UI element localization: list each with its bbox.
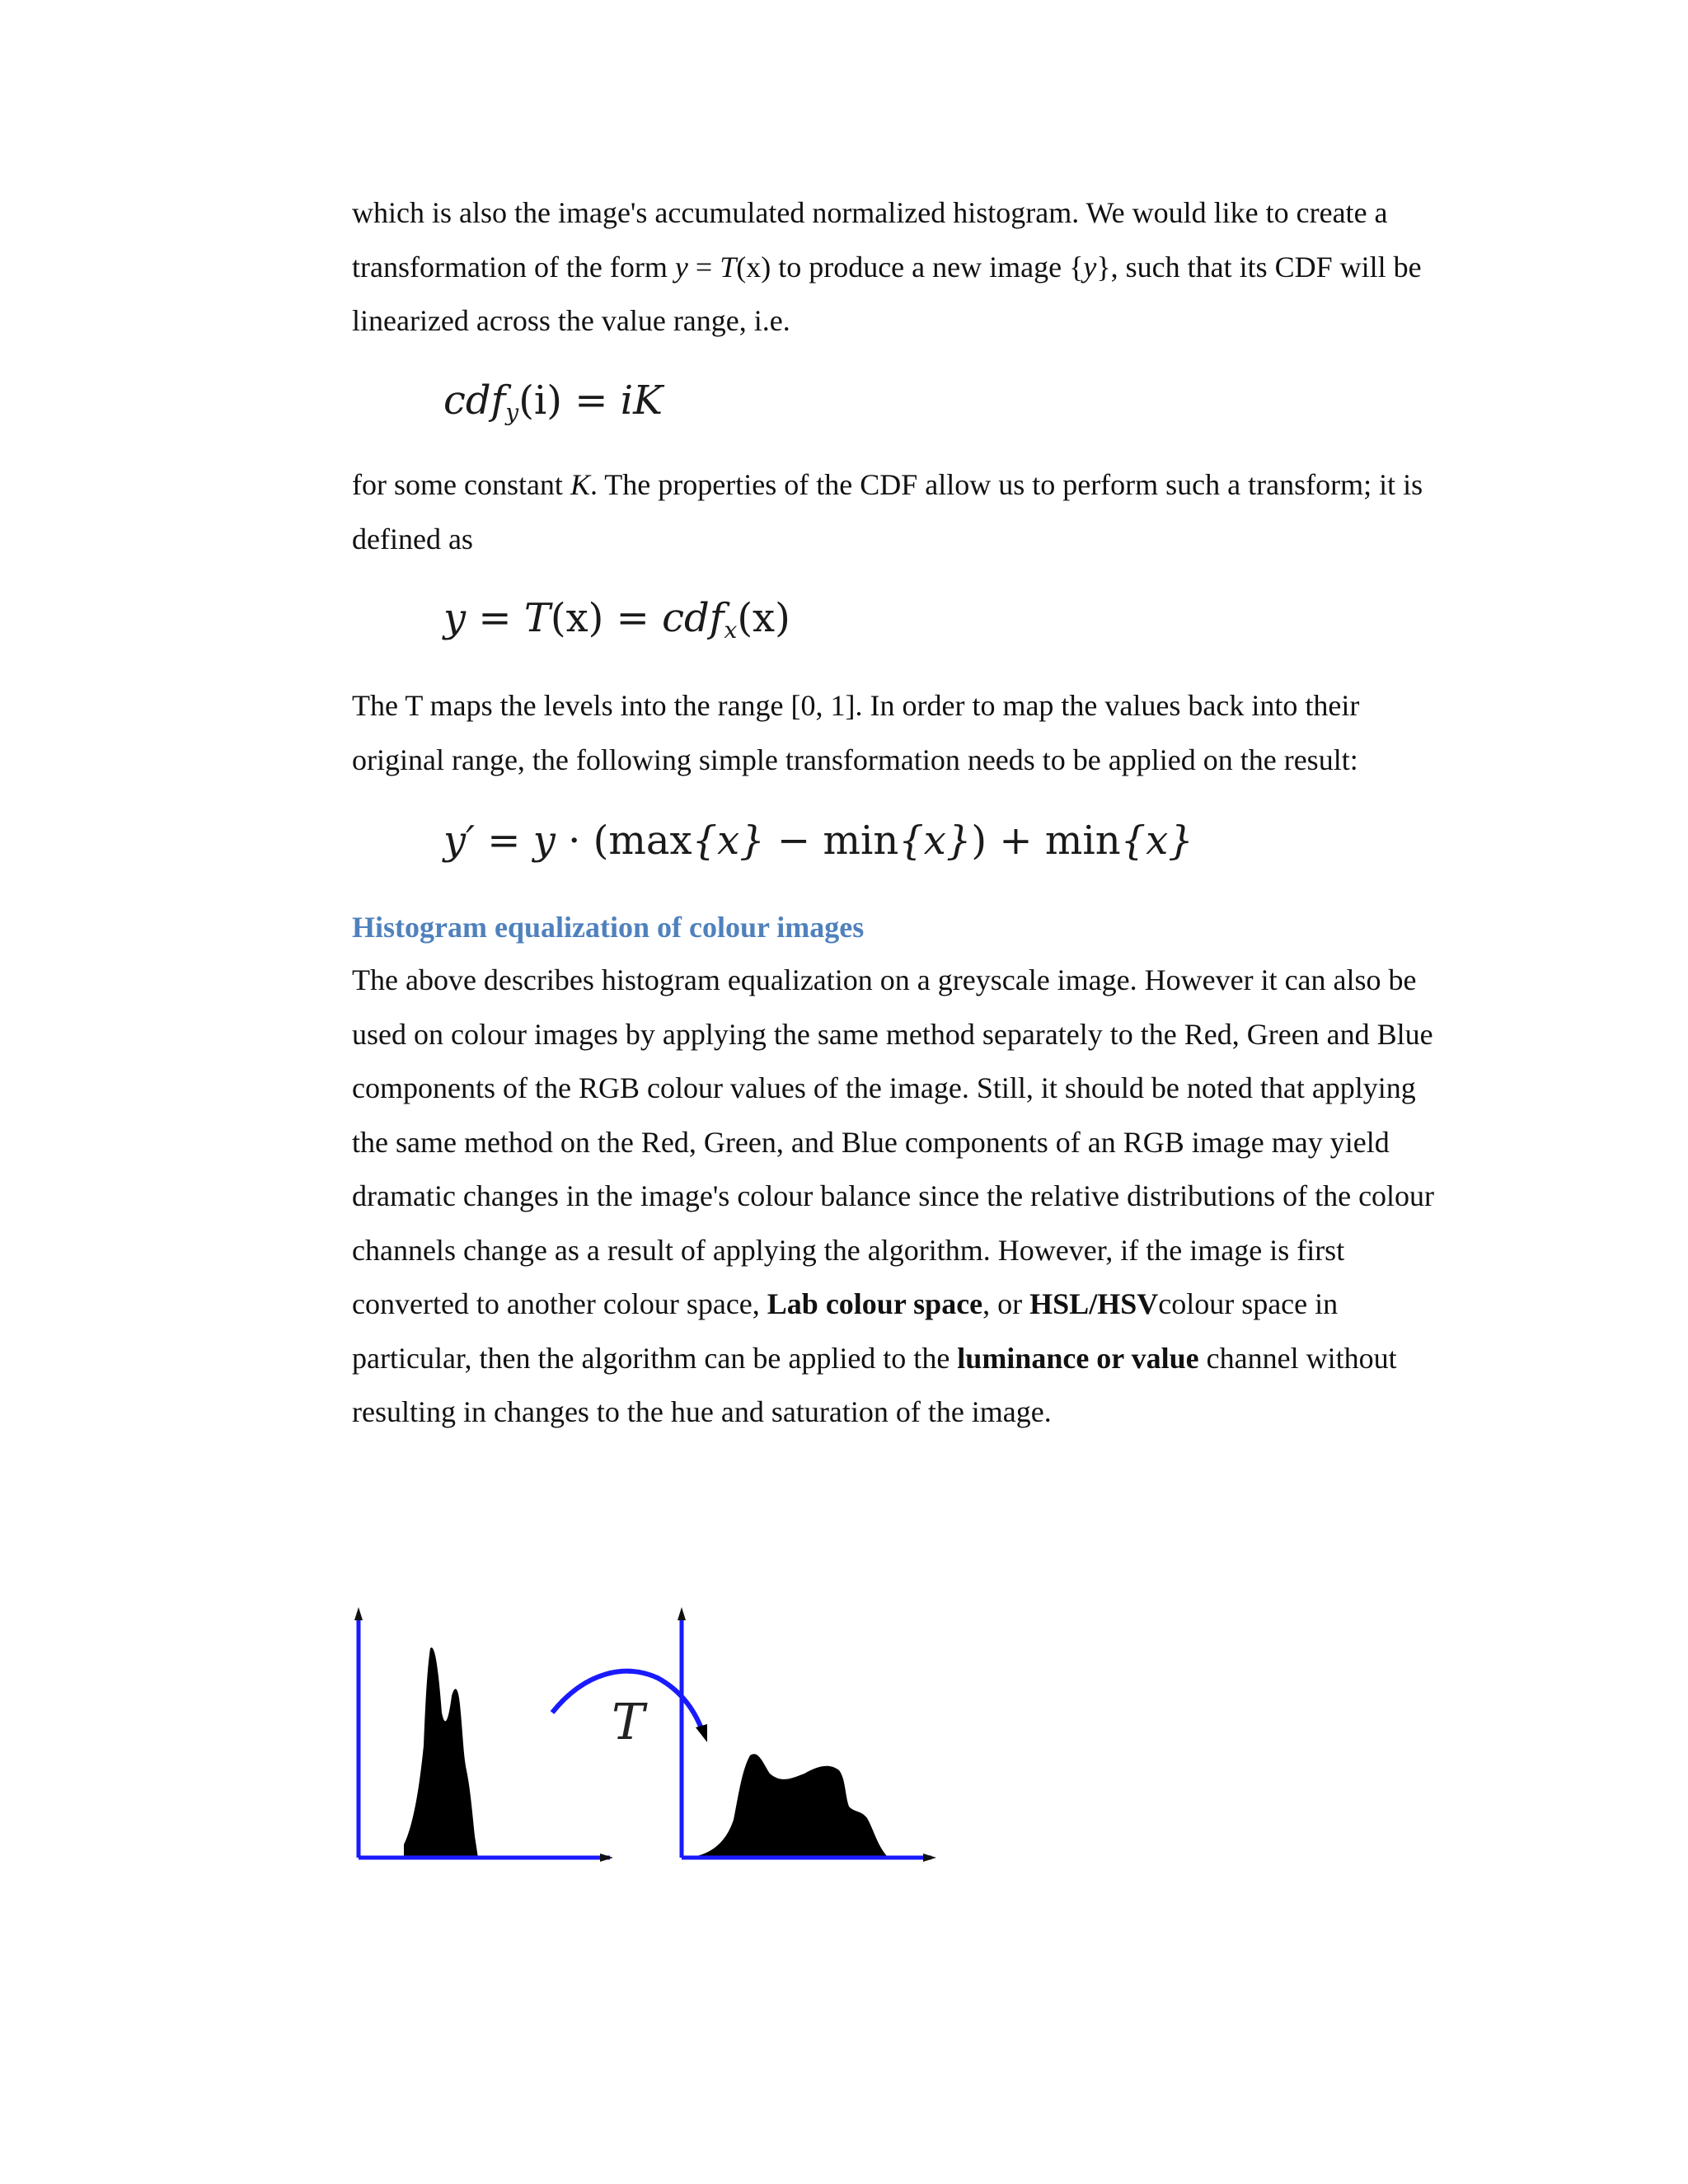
eq-text: {x}	[898, 818, 972, 864]
eq-text: y′	[443, 818, 476, 864]
eq-text: =	[603, 595, 663, 641]
eq-sub: x	[724, 616, 738, 644]
eq-text: max	[608, 818, 692, 864]
paragraph-intro	[352, 186, 1440, 349]
eq-text: (x)	[737, 595, 790, 641]
original-histogram	[404, 1647, 478, 1858]
text-run: . The properties of the CDF allow us to perform such a transform; it is defined as	[352, 468, 1423, 555]
eq-text: cdf	[443, 377, 506, 424]
math-var-T: T	[720, 250, 737, 284]
eq-text: =	[475, 818, 533, 864]
equalized-histogram	[686, 1754, 887, 1858]
text-run: The above describes histogram equalization on a greyscale image. However it can also be used on colour images by applying the same method separately to the Red, Green and Blue components of the RGB colour values of the image. Still, it should be noted that applying the same method on the Red, Green, and Blue components of an RGB image may yield dramatic changes in the image's colour balance since the relative distributions of the colour channels change as a result of applying the algorithm. However, if the image is first converted to another colour space,	[352, 963, 1435, 1320]
eq-text: =	[466, 595, 524, 641]
text-run: }, such that its CDF will be linearized across the value range, i.e.	[352, 250, 1422, 337]
eq-text: {x}	[1120, 818, 1193, 864]
equation-transform	[443, 595, 790, 644]
text-run: The T maps the levels into the range [0, 1]. In order to map the values back into their original range, the following simple transformation needs to be applied on the result:	[352, 689, 1360, 776]
text-run: to produce a new image {	[771, 250, 1084, 284]
eq-text: T	[523, 595, 551, 641]
text-run: for some constant	[352, 468, 570, 501]
histogram-equalization-figure	[346, 1597, 940, 1877]
eq-text: · (	[555, 818, 609, 864]
bold-term: Lab colour space	[767, 1287, 983, 1320]
eq-text: iK	[620, 377, 663, 424]
text-run: (x)	[736, 250, 771, 284]
eq-text: {x}	[692, 818, 765, 864]
section-heading: Histogram equalization of colour images	[352, 911, 865, 944]
eq-text: min	[1044, 818, 1121, 864]
original-histogram-fill	[404, 1647, 478, 1858]
eq-text: y	[443, 595, 467, 641]
eq-sub: y	[505, 399, 519, 426]
text-run: , or	[982, 1287, 1030, 1320]
original-axes	[354, 1607, 613, 1862]
text-run: channel without resulting in changes to the hue and saturation of the image.	[352, 1341, 1397, 1428]
math-var-K: K	[570, 468, 590, 501]
equation-rescale	[443, 818, 1193, 864]
paragraph-range	[352, 679, 1440, 787]
math-var-y: y	[1083, 250, 1097, 284]
equalized-histogram-fill	[686, 1754, 887, 1858]
paragraph-colour-images	[352, 954, 1440, 1440]
text-run: colour space in particular, then the algorithm can be applied to the	[352, 1287, 1339, 1375]
math-var-y: y	[674, 250, 688, 284]
eq-text: y	[532, 818, 556, 864]
eq-text: (x)	[550, 595, 604, 641]
eq-text: (i)	[518, 377, 563, 424]
eq-text: min	[823, 818, 899, 864]
eq-text: cdf	[662, 595, 724, 641]
text-run: =	[687, 250, 720, 284]
paragraph-constant	[352, 458, 1440, 566]
transform-arrow	[552, 1671, 707, 1751]
equation-cdf-linear	[443, 377, 663, 426]
eq-text: =	[562, 377, 621, 424]
bold-term: luminance or value	[957, 1341, 1199, 1375]
transform-label: T	[612, 1694, 645, 1751]
bold-term: HSL/HSV	[1029, 1287, 1159, 1320]
eq-text: −	[764, 818, 823, 864]
text-run: which is also the image's accumulated normalized histogram. We would like to create a transformation of the form	[352, 196, 1388, 284]
eq-text: ) +	[971, 818, 1045, 864]
